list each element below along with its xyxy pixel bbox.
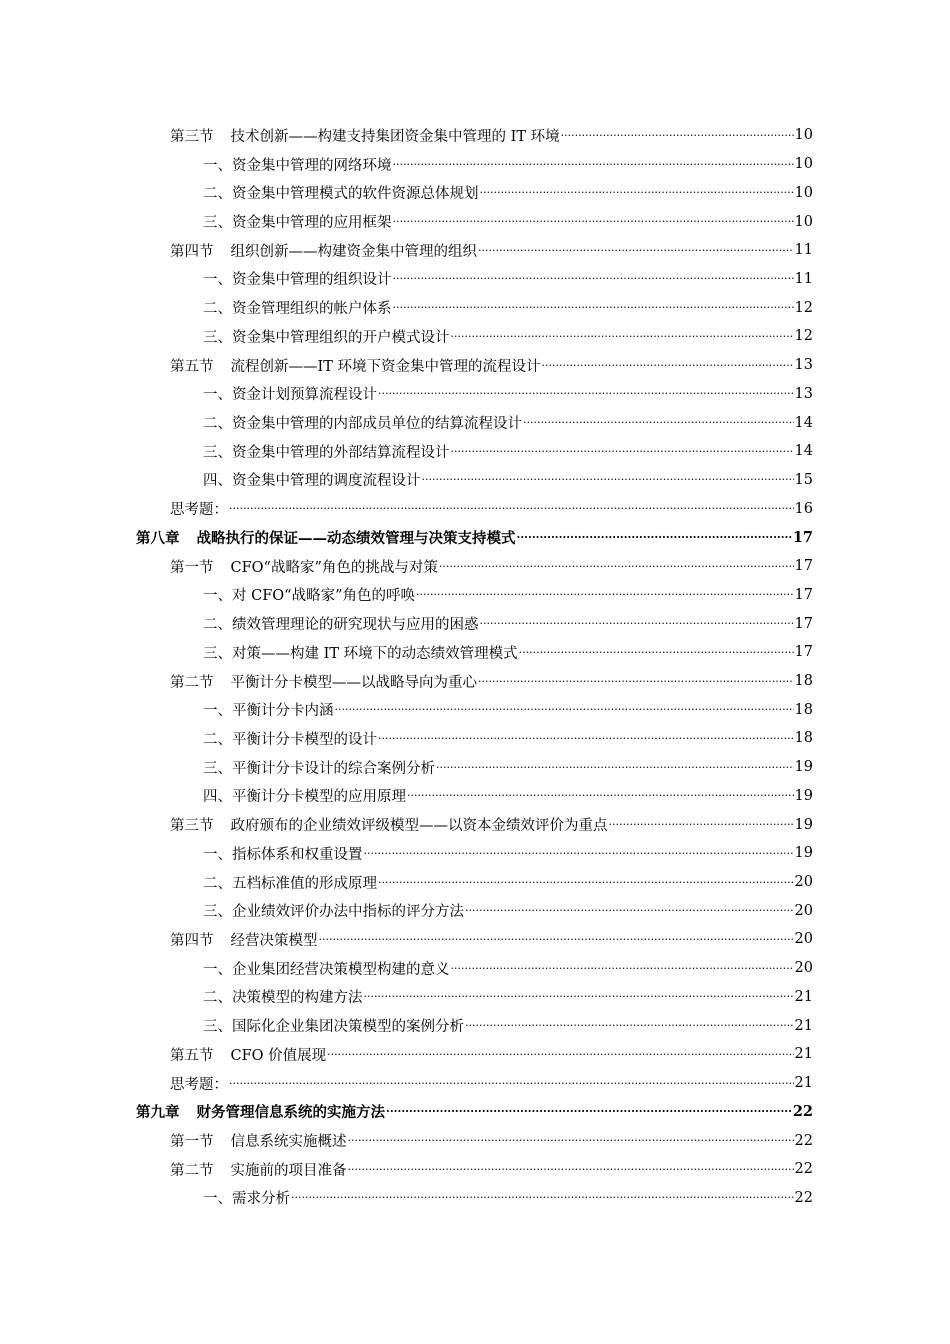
toc-entry-title xyxy=(170,1073,228,1094)
dot-leader xyxy=(319,933,794,946)
toc-page-number: 20 xyxy=(794,874,813,891)
toc-entry-item[interactable] xyxy=(136,293,813,322)
toc-entry-section[interactable] xyxy=(136,351,813,380)
dot-leader xyxy=(229,502,794,515)
table-of-contents xyxy=(136,121,813,1212)
toc-entry-text: CFO“战略家”角色的挑战与对策 xyxy=(230,559,438,576)
toc-entry-text: 组织创新——构建资金集中管理的组织 xyxy=(230,243,477,260)
toc-entry-text: 财务管理信息系统的实施方法 xyxy=(196,1104,385,1122)
toc-entry-text: 三、国际化企业集团决策模型的案例分析 xyxy=(203,1019,464,1036)
toc-page-number: 22 xyxy=(794,1132,813,1149)
dot-leader xyxy=(335,703,794,716)
toc-entry-title xyxy=(170,671,477,692)
toc-page-number: 19 xyxy=(794,816,813,833)
dot-leader xyxy=(422,473,794,486)
toc-entry-chapter[interactable] xyxy=(136,523,813,552)
toc-entry-label: 第四节 xyxy=(170,932,214,949)
dot-leader xyxy=(291,1191,794,1204)
toc-entry-item[interactable] xyxy=(136,954,813,983)
toc-entry-title xyxy=(203,182,479,203)
toc-entry-item[interactable] xyxy=(136,178,813,207)
toc-entry-item[interactable] xyxy=(136,638,813,667)
dot-leader xyxy=(609,818,794,831)
dot-leader xyxy=(480,186,794,199)
toc-page-number: 20 xyxy=(794,960,813,977)
toc-page-number: 22 xyxy=(794,1189,813,1206)
toc-entry-item[interactable] xyxy=(136,753,813,782)
dot-leader xyxy=(451,330,794,343)
toc-page-number: 22 xyxy=(794,1161,813,1178)
toc-page-number: 21 xyxy=(794,1046,813,1063)
toc-entry-item[interactable] xyxy=(136,408,813,437)
toc-entry-section[interactable] xyxy=(136,1040,813,1069)
toc-entry-text: 一、需求分析 xyxy=(203,1191,290,1208)
toc-entry-text: 三、资金集中管理组织的开户模式设计 xyxy=(203,329,450,346)
toc-page-number: 15 xyxy=(794,471,813,488)
toc-entry-text: 技术创新——构建支持集团资金集中管理的 IT 环境 xyxy=(230,128,560,145)
toc-entry-text: 平衡计分卡模型——以战略导向为重心 xyxy=(230,674,477,691)
dot-leader xyxy=(465,904,794,917)
toc-entry-text: 一、对 CFO“战略家”角色的呼唤 xyxy=(203,588,415,605)
toc-entry-text: 二、资金管理组织的帐户体系 xyxy=(203,301,392,318)
toc-entry-label: 第二节 xyxy=(170,1162,214,1179)
toc-page-number: 18 xyxy=(794,673,813,690)
toc-entry-title xyxy=(203,383,377,404)
toc-entry-text: 二、绩效管理理论的研究现状与应用的困惑 xyxy=(203,617,479,634)
toc-entry-label: 第九章 xyxy=(136,1104,180,1122)
toc-entry-item[interactable] xyxy=(136,581,813,610)
toc-entry-item[interactable] xyxy=(136,868,813,897)
toc-entry-title xyxy=(170,125,560,146)
toc-entry-text: 一、平衡计分卡内涵 xyxy=(203,703,334,720)
toc-entry-item[interactable] xyxy=(136,609,813,638)
toc-page-number: 17 xyxy=(794,644,813,661)
toc-entry-item[interactable] xyxy=(136,437,813,466)
toc-entry-title xyxy=(203,469,421,490)
toc-entry-text: 一、指标体系和权重设置 xyxy=(203,846,363,863)
toc-entry-section[interactable] xyxy=(136,925,813,954)
toc-entry-item[interactable] xyxy=(136,1011,813,1040)
toc-page-number: 22 xyxy=(792,1103,813,1121)
toc-entry-text: 政府颁布的企业绩效评级模型——以资本金绩效评价为重点 xyxy=(230,818,608,835)
toc-entry-text: 三、平衡计分卡设计的综合案例分析 xyxy=(203,760,435,777)
toc-page-number: 16 xyxy=(794,500,813,517)
toc-entry-section[interactable] xyxy=(136,494,813,523)
toc-page-number: 20 xyxy=(794,902,813,919)
dot-leader xyxy=(378,387,794,400)
toc-page-number: 11 xyxy=(794,270,813,287)
toc-page-number: 13 xyxy=(794,357,813,374)
toc-entry-title xyxy=(170,1130,347,1151)
dot-leader xyxy=(348,1163,794,1176)
toc-entry-item[interactable] xyxy=(136,695,813,724)
toc-entry-section[interactable] xyxy=(136,1069,813,1098)
toc-entry-title xyxy=(170,929,318,950)
toc-page-number: 12 xyxy=(794,328,813,345)
toc-entry-title xyxy=(170,240,477,261)
dot-leader xyxy=(439,560,794,573)
toc-entry-title xyxy=(203,211,392,232)
toc-entry-text: 信息系统实施概述 xyxy=(230,1134,347,1151)
dot-leader xyxy=(451,445,794,458)
toc-entry-title xyxy=(203,958,450,979)
dot-leader xyxy=(561,129,794,142)
toc-entry-title xyxy=(203,584,415,605)
toc-page-number: 20 xyxy=(794,931,813,948)
dot-leader xyxy=(478,244,794,257)
toc-entry-label: 第五节 xyxy=(170,1047,214,1064)
toc-entry-text: 一、资金计划预算流程设计 xyxy=(203,387,377,404)
dot-leader xyxy=(517,531,792,544)
toc-entry-title xyxy=(203,268,392,289)
toc-entry-section[interactable] xyxy=(136,552,813,581)
toc-page-number: 13 xyxy=(794,385,813,402)
toc-entry-text: 经营决策模型 xyxy=(230,932,318,949)
toc-entry-text: 三、资金集中管理的应用框架 xyxy=(203,215,392,232)
dot-leader xyxy=(542,359,794,372)
toc-page-number: 14 xyxy=(794,443,813,460)
toc-entry-title xyxy=(203,1187,290,1208)
toc-entry-item[interactable] xyxy=(136,724,813,753)
toc-entry-title xyxy=(136,1101,385,1122)
toc-entry-text: CFO 价值展现 xyxy=(230,1047,327,1064)
toc-entry-title xyxy=(203,872,377,893)
toc-page-number: 18 xyxy=(794,730,813,747)
toc-entry-label: 第三节 xyxy=(170,128,214,145)
toc-entry-text: 一、资金集中管理的网络环境 xyxy=(203,157,392,174)
toc-page-number: 17 xyxy=(794,558,813,575)
toc-entry-item[interactable] xyxy=(136,839,813,868)
toc-page-number: 12 xyxy=(794,299,813,316)
toc-entry-item[interactable] xyxy=(136,322,813,351)
toc-entry-title xyxy=(203,326,450,347)
dot-leader xyxy=(364,847,794,860)
toc-entry-text: 二、决策模型的构建方法 xyxy=(203,990,363,1007)
toc-entry-title xyxy=(203,785,406,806)
toc-entry-item[interactable] xyxy=(136,265,813,294)
toc-page-number: 10 xyxy=(794,184,813,201)
toc-entry-text: 二、五档标准值的形成原理 xyxy=(203,875,377,892)
dot-leader xyxy=(519,646,794,659)
toc-entry-text: 四、平衡计分卡模型的应用原理 xyxy=(203,789,406,806)
toc-entry-section[interactable] xyxy=(136,121,813,150)
toc-entry-text: 二、资金集中管理的内部成员单位的结算流程设计 xyxy=(203,416,522,433)
toc-entry-title xyxy=(203,728,377,749)
dot-leader xyxy=(378,876,794,889)
toc-page-number: 17 xyxy=(794,615,813,632)
toc-page-number: 19 xyxy=(794,759,813,776)
toc-entry-text: 三、企业绩效评价办法中指标的评分方法 xyxy=(203,904,464,921)
toc-entry-label: 第一节 xyxy=(170,559,214,576)
toc-entry-title xyxy=(170,556,438,577)
toc-entry-section[interactable] xyxy=(136,810,813,839)
toc-entry-section[interactable] xyxy=(136,1155,813,1184)
toc-page-number: 11 xyxy=(794,242,813,259)
toc-entry-label: 第五节 xyxy=(170,358,214,375)
toc-entry-label: 第八章 xyxy=(136,529,180,547)
toc-page-number: 21 xyxy=(794,1017,813,1034)
toc-entry-title xyxy=(203,900,464,921)
dot-leader xyxy=(393,272,794,285)
toc-page-number: 17 xyxy=(794,586,813,603)
toc-entry-title xyxy=(203,297,392,318)
toc-entry-item[interactable] xyxy=(136,207,813,236)
dot-leader xyxy=(378,732,794,745)
toc-entry-title xyxy=(203,699,334,720)
toc-page-number: 10 xyxy=(794,213,813,230)
toc-entry-label: 第三节 xyxy=(170,818,214,835)
dot-leader xyxy=(327,1048,793,1061)
toc-entry-text: 流程创新——IT 环境下资金集中管理的流程设计 xyxy=(230,358,541,375)
toc-entry-title xyxy=(203,412,522,433)
toc-entry-title xyxy=(203,843,363,864)
dot-leader xyxy=(364,990,794,1003)
toc-entry-item[interactable] xyxy=(136,379,813,408)
toc-page-number: 19 xyxy=(794,787,813,804)
toc-entry-text: 二、平衡计分卡模型的设计 xyxy=(203,731,377,748)
toc-entry-label: 第四节 xyxy=(170,243,214,260)
toc-entry-text: 二、资金集中管理模式的软件资源总体规划 xyxy=(203,186,479,203)
toc-entry-title xyxy=(170,355,541,376)
dot-leader xyxy=(436,761,794,774)
toc-entry-title xyxy=(170,498,228,519)
toc-entry-text: 一、资金集中管理的组织设计 xyxy=(203,272,392,289)
toc-entry-section[interactable] xyxy=(136,667,813,696)
dot-leader xyxy=(416,588,794,601)
toc-entry-title xyxy=(203,441,450,462)
dot-leader xyxy=(523,416,794,429)
toc-page-number: 21 xyxy=(794,1075,813,1092)
toc-entry-title xyxy=(203,986,363,1007)
toc-entry-item[interactable] xyxy=(136,782,813,811)
toc-entry-section[interactable] xyxy=(136,236,813,265)
toc-entry-text: 实施前的项目准备 xyxy=(230,1162,347,1179)
dot-leader xyxy=(229,1077,794,1090)
toc-entry-title xyxy=(203,1015,464,1036)
toc-entry-text: 三、对策——构建 IT 环境下的动态绩效管理模式 xyxy=(203,645,518,662)
toc-entry-text: 一、企业集团经营决策模型构建的意义 xyxy=(203,961,450,978)
dot-leader xyxy=(480,617,794,630)
dot-leader xyxy=(348,1134,794,1147)
toc-entry-title xyxy=(136,527,516,548)
toc-entry-label: 第一节 xyxy=(170,1134,214,1151)
toc-entry-text: 四、资金集中管理的调度流程设计 xyxy=(203,473,421,490)
dot-leader xyxy=(393,301,794,314)
dot-leader xyxy=(393,215,794,228)
toc-page-number: 14 xyxy=(794,414,813,431)
toc-page-number: 18 xyxy=(794,701,813,718)
toc-entry-item[interactable] xyxy=(136,983,813,1012)
toc-entry-title xyxy=(203,154,392,175)
dot-leader xyxy=(478,675,794,688)
toc-page-number: 10 xyxy=(794,127,813,144)
dot-leader xyxy=(451,962,794,975)
toc-entry-text: 战略执行的保证——动态绩效管理与决策支持模式 xyxy=(196,529,516,547)
toc-entry-text: 思考题： xyxy=(170,502,228,519)
toc-entry-item[interactable] xyxy=(136,150,813,179)
toc-page-number: 21 xyxy=(794,988,813,1005)
dot-leader xyxy=(393,158,794,171)
dot-leader xyxy=(465,1019,794,1032)
toc-entry-section[interactable] xyxy=(136,1126,813,1155)
toc-entry-title xyxy=(170,814,608,835)
toc-page-number: 17 xyxy=(792,528,813,546)
toc-entry-title xyxy=(203,642,518,663)
toc-entry-item[interactable] xyxy=(136,896,813,925)
toc-entry-text: 三、资金集中管理的外部结算流程设计 xyxy=(203,444,450,461)
toc-entry-title xyxy=(170,1044,326,1065)
toc-entry-title xyxy=(203,613,479,634)
toc-entry-item[interactable] xyxy=(136,1184,813,1213)
toc-entry-title xyxy=(170,1159,347,1180)
toc-entry-label: 第二节 xyxy=(170,674,214,691)
toc-entry-item[interactable] xyxy=(136,466,813,495)
toc-entry-text: 思考题： xyxy=(170,1076,228,1093)
toc-entry-chapter[interactable] xyxy=(136,1097,813,1126)
toc-entry-title xyxy=(203,757,435,778)
toc-page-number: 19 xyxy=(794,845,813,862)
dot-leader xyxy=(407,789,794,802)
dot-leader xyxy=(386,1105,792,1118)
toc-page-number: 10 xyxy=(794,156,813,173)
